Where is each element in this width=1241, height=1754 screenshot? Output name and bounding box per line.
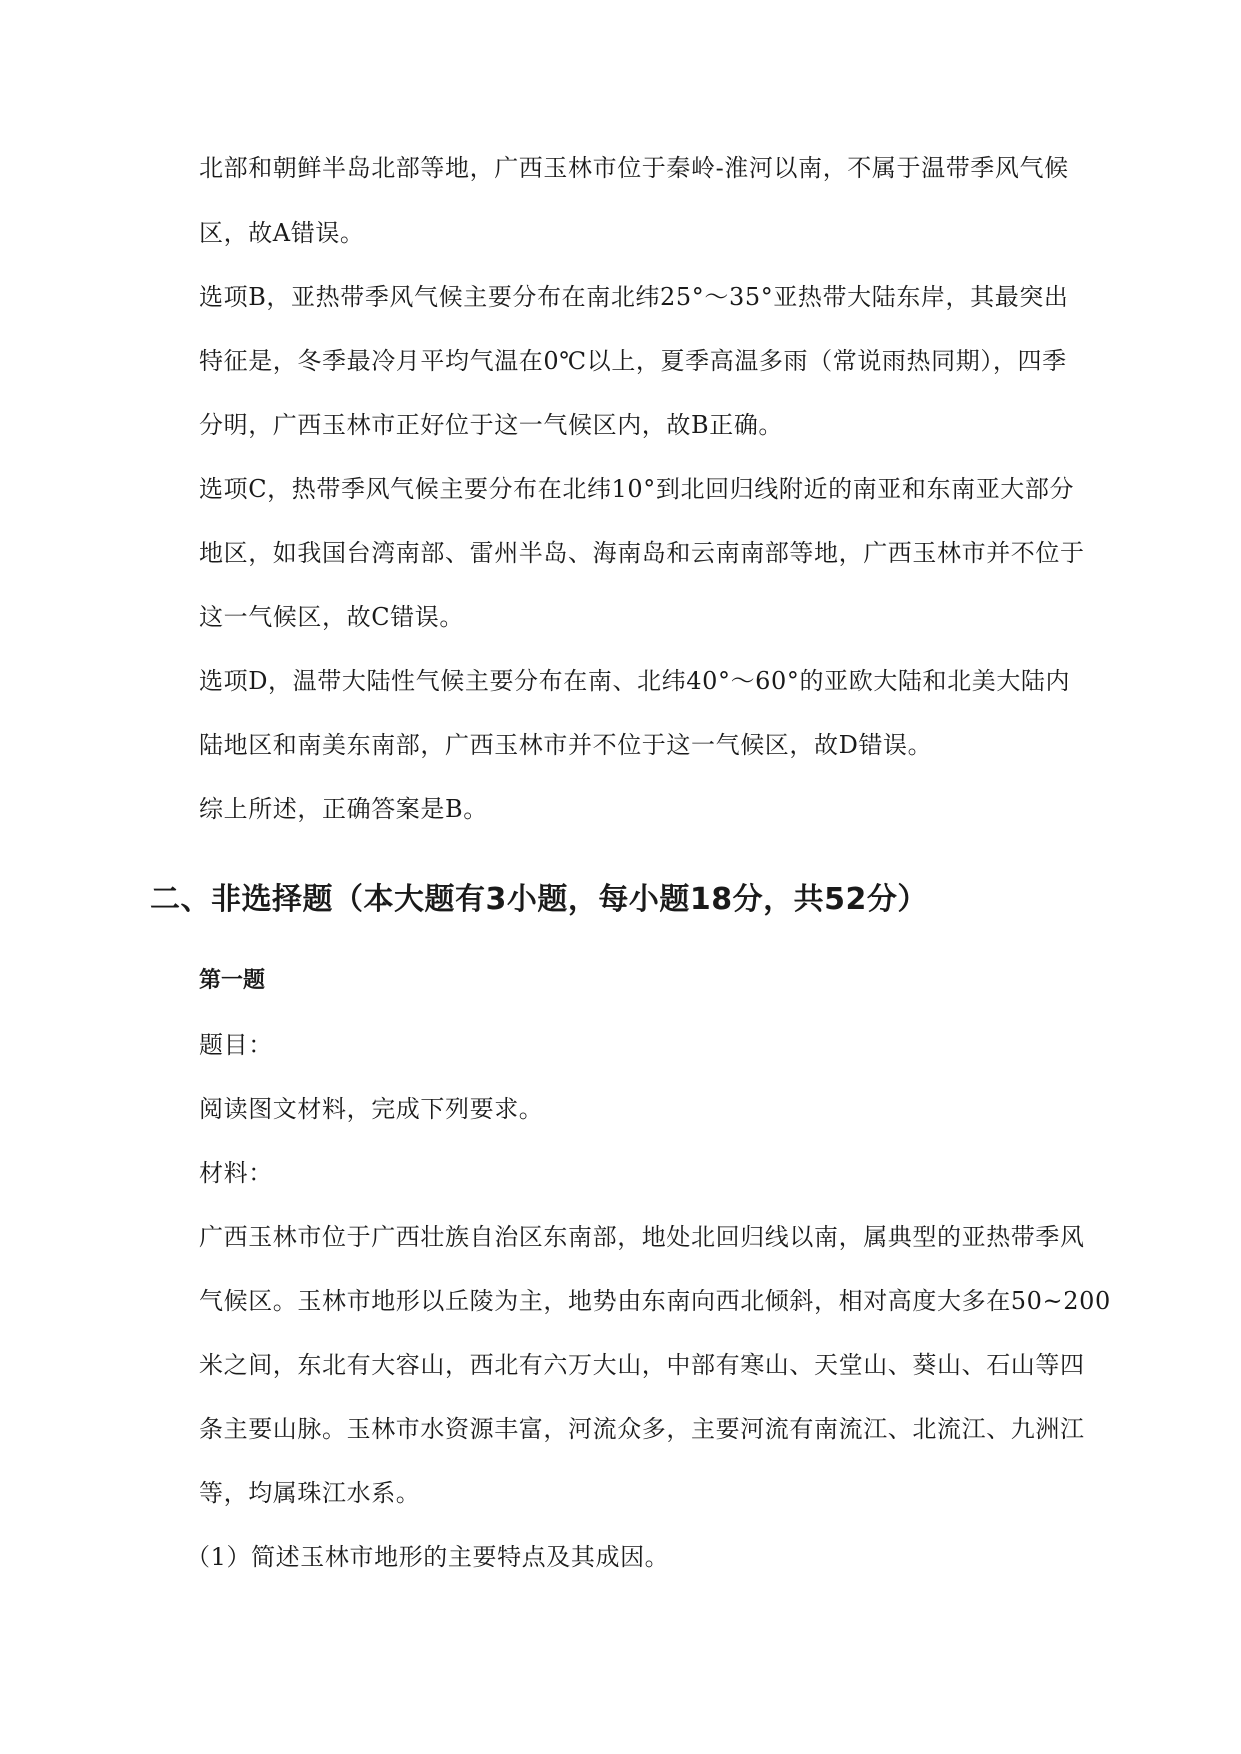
material-line-5: 等，均属珠江水系。: [199, 1479, 421, 1507]
question-instruction: 阅读图文材料，完成下列要求。: [199, 1095, 544, 1123]
question-title: 第一题: [199, 968, 266, 993]
analysis-conclusion: 综上所述，正确答案是B。: [199, 795, 488, 823]
analysis-line-4: 特征是，冬季最冷月平均气温在0℃以上，夏季高温多雨（常说雨热同期），四季: [199, 347, 1067, 375]
material-line-2: 气候区。玉林市地形以丘陵为主，地势由东南向西北倾斜，相对高度大多在50~200: [199, 1287, 1111, 1315]
analysis-line-10: 陆地区和南美东南部，广西玉林市并不位于这一气候区，故D错误。: [199, 731, 933, 759]
analysis-line-9: 选项D，温带大陆性气候主要分布在南、北纬40°～60°的亚欧大陆和北美大陆内: [199, 667, 1071, 695]
analysis-line-5: 分明，广西玉林市正好位于这一气候区内，故B正确。: [199, 411, 784, 439]
analysis-line-6: 选项C，热带季风气候主要分布在北纬10°到北回归线附近的南亚和东南亚大部分: [199, 475, 1075, 503]
analysis-line-1: 北部和朝鲜半岛北部等地，广西玉林市位于秦岭-淮河以南，不属于温带季风气候: [199, 154, 1069, 182]
question-label: 题目：: [199, 1031, 273, 1059]
material-label: 材料：: [199, 1159, 273, 1187]
material-line-3: 米之间，东北有大容山，西北有六万大山，中部有寒山、天堂山、葵山、石山等四: [199, 1351, 1085, 1379]
analysis-line-8: 这一气候区，故C错误。: [199, 603, 464, 631]
analysis-line-2: 区，故A错误。: [199, 219, 365, 247]
analysis-line-3: 选项B，亚热带季风气候主要分布在南北纬25°～35°亚热带大陆东岸，其最突出: [199, 283, 1069, 311]
material-line-4: 条主要山脉。玉林市水资源丰富，河流众多，主要河流有南流江、北流江、九洲江: [199, 1415, 1085, 1443]
sub-question-1: （1）简述玉林市地形的主要特点及其成因。: [186, 1543, 670, 1571]
material-line-1: 广西玉林市位于广西壮族自治区东南部，地处北回归线以南，属典型的亚热带季风: [199, 1223, 1085, 1251]
analysis-line-7: 地区，如我国台湾南部、雷州半岛、海南岛和云南南部等地，广西玉林市并不位于: [199, 539, 1085, 567]
section-heading: 二、非选择题（本大题有3小题，每小题18分，共52分）: [150, 882, 928, 917]
